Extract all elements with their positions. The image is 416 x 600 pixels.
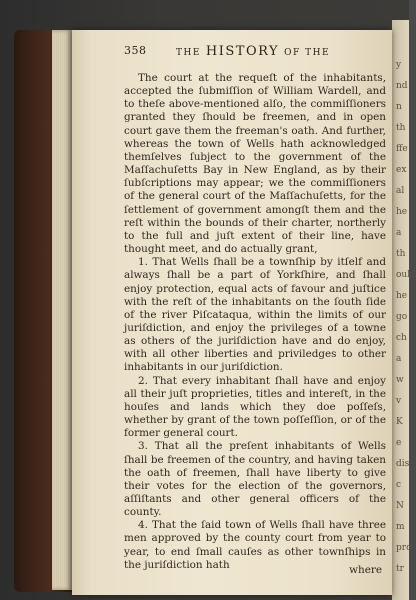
page-header (124, 44, 384, 60)
facing-page-fragment: e (396, 438, 402, 448)
facing-page-fragment: m (396, 522, 405, 532)
facing-page-fragment: th (396, 249, 406, 259)
facing-page-fragment: ould (396, 270, 416, 280)
page-number: 358 (124, 44, 147, 57)
facing-page-fragment: c (396, 480, 402, 490)
facing-page-fragment: tr (396, 564, 404, 574)
running-head-main: HISTORY (205, 44, 280, 59)
facing-page-fragment: go (396, 312, 408, 322)
facing-page-fragment: ch (396, 333, 407, 343)
body-text (124, 72, 386, 572)
facing-page-fragment: nd (396, 81, 408, 91)
book-page (72, 30, 392, 595)
facing-page-fragment: v (396, 396, 402, 406)
facing-page (392, 20, 416, 600)
paragraph: 4. That the ſaid town of Wells ſhall have three men approved by the county court from year to year, to end ſmall cauſes as other townſhips in the juriſdiction hath (124, 519, 386, 571)
facing-page-fragment: ffe (396, 144, 408, 154)
facing-page-fragment: he (396, 291, 408, 301)
paragraph: The court at the requeſt of the inhabitants, accepted the ſubmiſſion of William Wardell, and to theſe above-mentioned alſo, the commiſſioners granted they ſhould be freemen, and in open court gave them the freeman's oath. And further, whereas the town of Wells hath acknowledged themſelves ſubject to the government of the Maſſachuſetts Bay in New England, as by their ſubſcriptions may appear; we the commiſſioners of the general court of the Maſſachuſetts, for the ſettlement of government amongſt them and the reſt within the bounds of their charter, northerly to the full and juſt extent of their line, have thought meet, and do actually grant, (124, 72, 386, 256)
running-head-pre: THE (176, 48, 201, 58)
facing-page-fragment: dis (396, 459, 410, 469)
facing-page-fragment: a (396, 228, 402, 238)
running-head (176, 44, 330, 59)
facing-page-fragment: K (396, 417, 403, 427)
paragraph: 3. That all the preſent inhabitants of Wells ſhall be freemen of the country, and having taken the oath of freemen, ſhall have liberty to give their votes for the election of the governors, aſſiſtants and other general officers of the county. (124, 440, 386, 519)
running-head-post: OF THE (284, 48, 331, 58)
catchword: where (349, 564, 382, 576)
facing-page-fragment: he (396, 207, 408, 217)
facing-page-fragment: w (396, 375, 404, 385)
facing-page-fragment: N (396, 501, 404, 511)
facing-page-fragment: n (396, 102, 402, 112)
facing-page-fragment: th (396, 123, 406, 133)
facing-page-fragment: a (396, 354, 402, 364)
paragraph: 1. That Wells ſhall be a townſhip by itſelf and always ſhall be a part of Yorkſhire, and ſhall enjoy protection, equal acts of favour and juſtice with the reſt of the inhabitants on the ſouth ſide of the river Piſcataqua, within the limits of our juriſdiction, and enjoy the privileges of a towne as others of the juriſdiction have and do enjoy, with all other liberties and priviledges to other inhabitants in our juriſdiction. (124, 256, 386, 374)
page-edges (52, 30, 72, 590)
facing-page-fragment: al (396, 186, 405, 196)
facing-page-fragment: pro (396, 543, 412, 553)
paragraph: 2. That every inhabitant ſhall have and enjoy all their juſt proprieties, titles and intereſt, in the houſes and lands which they doe poſſeſs, whether by grant of the town poſſeſſion, or of the former general court. (124, 374, 386, 440)
facing-page-fragment: ex (396, 165, 407, 175)
facing-page-fragment: y (396, 60, 402, 70)
